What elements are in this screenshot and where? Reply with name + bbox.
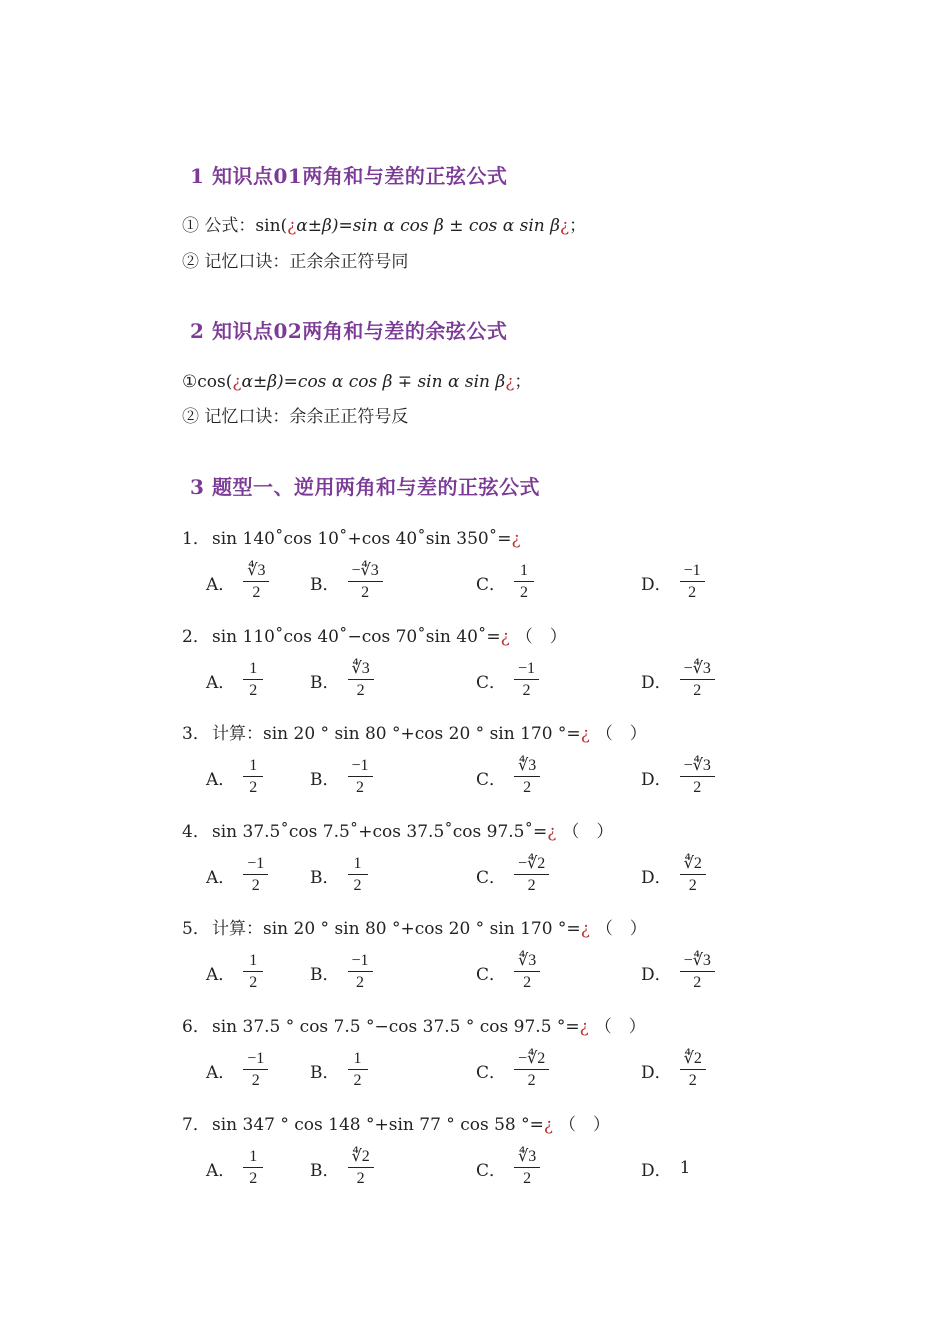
fraction-denominator: 2	[523, 974, 532, 991]
option-b[interactable]	[310, 1144, 374, 1192]
fraction-denominator: 2	[356, 1170, 365, 1187]
option-c[interactable]	[476, 1046, 549, 1094]
fraction	[348, 661, 374, 699]
fraction-numerator: ∜3	[514, 758, 540, 777]
option-label: C．	[476, 1062, 507, 1083]
fraction-numerator: 1	[348, 856, 368, 875]
fraction-numerator: 1	[243, 953, 263, 972]
fraction	[348, 953, 373, 991]
option-label: C．	[476, 1160, 507, 1181]
option-a[interactable]	[206, 948, 263, 996]
options-row	[0, 753, 950, 801]
formula-prefix: ①	[182, 372, 198, 392]
mnemonic-line	[182, 247, 408, 272]
option-label: A．	[206, 1062, 236, 1083]
option-label: D．	[641, 1062, 672, 1083]
option-a[interactable]	[206, 656, 263, 704]
option-label: C．	[476, 769, 507, 790]
fraction	[243, 563, 269, 601]
formula-body: α±β)=sin α cos β ± cos α sin β	[296, 216, 560, 236]
fraction	[348, 563, 383, 601]
fraction-numerator: −1	[243, 1051, 268, 1070]
section-number: 1	[190, 164, 205, 188]
question-text: sin 110˚cos 40˚−cos 70˚sin 40˚=	[212, 627, 501, 647]
option-d[interactable]	[641, 1144, 690, 1192]
fraction	[243, 953, 263, 991]
fraction	[680, 953, 715, 991]
question-marker: ¿	[547, 822, 557, 842]
fraction-numerator: ∜2	[348, 1149, 374, 1168]
fraction-numerator: ∜3	[514, 953, 540, 972]
fraction-numerator: 1	[514, 563, 534, 582]
fraction	[243, 856, 268, 894]
option-label: D．	[641, 964, 672, 985]
question-number: 5．	[182, 919, 210, 939]
question-stem	[182, 914, 647, 939]
answer-blank: （ ）	[562, 822, 614, 842]
fraction-numerator: −1	[680, 563, 705, 582]
fraction	[348, 1051, 368, 1089]
option-c[interactable]	[476, 558, 534, 606]
fraction	[243, 661, 263, 699]
options-row	[0, 948, 950, 996]
fraction	[348, 856, 368, 894]
option-label: A．	[206, 769, 236, 790]
question-text: sin 37.5˚cos 7.5˚+cos 37.5˚cos 97.5˚=	[212, 822, 548, 842]
question-number: 4．	[182, 822, 210, 842]
options-row	[0, 1144, 950, 1192]
fraction-numerator: −∜3	[680, 661, 715, 680]
option-a[interactable]	[206, 1046, 268, 1094]
option-d[interactable]	[641, 948, 715, 996]
option-label: C．	[476, 964, 507, 985]
fraction-numerator: ∜2	[680, 856, 706, 875]
fraction	[348, 1149, 374, 1187]
question-text: sin 37.5 ° cos 7.5 °−cos 37.5 ° cos 97.5 °=	[212, 1017, 580, 1037]
question-stem	[182, 1110, 610, 1135]
option-label: A．	[206, 867, 236, 888]
question-stem	[182, 719, 647, 744]
question-marker: ¿	[500, 627, 510, 647]
fraction-denominator: 2	[249, 779, 258, 796]
fraction-denominator: 2	[356, 682, 365, 699]
question-number: 3．	[182, 724, 210, 744]
option-c[interactable]	[476, 1144, 540, 1192]
fraction-denominator: 2	[527, 1072, 536, 1089]
question-marker: ¿	[580, 919, 590, 939]
formula-body: α±β)=cos α cos β ∓ sin α sin β	[241, 372, 506, 392]
question-marker: ¿	[543, 1115, 553, 1135]
fraction-numerator: −1	[243, 856, 268, 875]
fraction	[243, 1051, 268, 1089]
fraction-numerator: −1	[348, 953, 373, 972]
fraction-denominator: 2	[693, 682, 702, 699]
fraction-numerator: 1	[243, 758, 263, 777]
section-heading	[190, 315, 507, 344]
option-c[interactable]	[476, 948, 540, 996]
option-label: C．	[476, 867, 507, 888]
option-label: B．	[310, 672, 340, 693]
answer-blank: （ ）	[595, 919, 647, 939]
option-label: A．	[206, 964, 236, 985]
answer-blank: （ ）	[515, 627, 567, 647]
option-label: D．	[641, 769, 672, 790]
section-heading	[190, 471, 540, 500]
options-row	[0, 558, 950, 606]
option-c[interactable]	[476, 656, 539, 704]
fraction-denominator: 2	[520, 584, 529, 601]
option-d[interactable]	[641, 851, 706, 899]
option-b[interactable]	[310, 851, 368, 899]
fraction-denominator: 2	[527, 877, 536, 894]
formula-prefix: ① 公式：	[182, 216, 256, 236]
option-a[interactable]	[206, 753, 263, 801]
option-label: B．	[310, 1160, 340, 1181]
fraction-denominator: 2	[688, 584, 697, 601]
option-label: C．	[476, 574, 507, 595]
fraction	[514, 1149, 540, 1187]
fraction-denominator: 2	[361, 584, 370, 601]
fraction-denominator: 2	[251, 1072, 260, 1089]
option-label: D．	[641, 574, 672, 595]
formula-line	[182, 367, 531, 392]
question-stem	[182, 622, 567, 647]
fraction-numerator: −∜3	[680, 953, 715, 972]
option-label: C．	[476, 672, 507, 693]
answer-blank: （ ）	[559, 1115, 610, 1135]
section-title: 知识点02两角和与差的余弦公式	[212, 319, 508, 343]
option-label: D．	[641, 1160, 672, 1181]
fraction	[243, 758, 263, 796]
section-number: 2	[190, 319, 205, 343]
fraction-numerator: −∜2	[514, 1051, 549, 1070]
fraction-numerator: ∜3	[348, 661, 374, 680]
option-value: 1	[679, 1158, 691, 1178]
formula-line	[182, 211, 586, 236]
question-marker: ¿	[580, 724, 590, 744]
fraction-denominator: 2	[688, 877, 697, 894]
option-b[interactable]	[310, 558, 383, 606]
question-stem	[182, 524, 527, 549]
fraction-denominator: 2	[523, 1170, 532, 1187]
option-a[interactable]	[206, 558, 269, 606]
formula-marker: ¿	[559, 216, 570, 236]
fraction-denominator: 2	[693, 974, 702, 991]
option-label: B．	[310, 769, 340, 790]
formula-marker: ¿	[232, 372, 242, 392]
fraction-denominator: 2	[353, 1072, 362, 1089]
option-label: D．	[641, 867, 672, 888]
option-label: A．	[206, 574, 236, 595]
question-text: sin 347 ° cos 148 °+sin 77 ° cos 58 °=	[212, 1115, 544, 1135]
fraction-numerator: 1	[348, 1051, 368, 1070]
option-d[interactable]	[641, 753, 715, 801]
option-a[interactable]	[206, 851, 268, 899]
fraction	[514, 1051, 549, 1089]
mnemonic-text: ② 记忆口诀：余余正正符号反	[182, 407, 409, 427]
fraction-numerator: ∜3	[243, 563, 269, 582]
option-label: B．	[310, 1062, 340, 1083]
option-c[interactable]	[476, 753, 540, 801]
fraction	[680, 563, 705, 601]
fraction-denominator: 2	[522, 682, 531, 699]
option-b[interactable]	[310, 753, 373, 801]
fraction-denominator: 2	[693, 779, 702, 796]
section-title: 知识点01两角和与差的正弦公式	[212, 164, 508, 188]
fraction-denominator: 2	[251, 877, 260, 894]
fraction-denominator: 2	[523, 779, 532, 796]
question-marker: ¿	[511, 529, 521, 549]
option-d[interactable]	[641, 1046, 706, 1094]
fraction-denominator: 2	[252, 584, 261, 601]
answer-blank: （ ）	[594, 1017, 646, 1037]
fraction-numerator: ∜3	[514, 1149, 540, 1168]
question-number: 6．	[182, 1017, 210, 1037]
formula-func: sin(	[255, 216, 288, 236]
option-label: A．	[206, 1160, 236, 1181]
fraction-numerator: −∜3	[348, 563, 383, 582]
section-number: 3	[190, 475, 205, 499]
fraction	[514, 953, 540, 991]
fraction-denominator: 2	[249, 1170, 258, 1187]
fraction	[514, 563, 534, 601]
formula-end: ；	[514, 372, 532, 392]
options-row	[0, 1046, 950, 1094]
section-heading	[190, 160, 507, 189]
question-text: sin 140˚cos 10˚+cos 40˚sin 350˚=	[212, 529, 512, 549]
option-b[interactable]	[310, 948, 373, 996]
options-row	[0, 851, 950, 899]
option-a[interactable]	[206, 1144, 263, 1192]
option-label: A．	[206, 672, 236, 693]
fraction	[680, 1051, 706, 1089]
fraction	[514, 758, 540, 796]
formula-marker: ¿	[505, 372, 515, 392]
options-row	[0, 656, 950, 704]
fraction-denominator: 2	[688, 1072, 697, 1089]
option-label: B．	[310, 574, 340, 595]
option-label: B．	[310, 867, 340, 888]
fraction	[243, 1149, 263, 1187]
option-b[interactable]	[310, 1046, 368, 1094]
fraction-numerator: −1	[348, 758, 373, 777]
fraction-denominator: 2	[356, 974, 365, 991]
fraction	[680, 856, 706, 894]
section-title: 题型一、逆用两角和与差的正弦公式	[212, 475, 540, 499]
fraction-denominator: 2	[356, 779, 365, 796]
option-d[interactable]	[641, 558, 705, 606]
question-number: 2．	[182, 627, 210, 647]
question-number: 1．	[182, 529, 210, 549]
fraction-numerator: −1	[514, 661, 539, 680]
question-text: 计算：sin 20 ° sin 80 °+cos 20 ° sin 170 °=	[212, 724, 581, 744]
mnemonic-text: ② 记忆口诀：正余余正符号同	[182, 252, 409, 272]
fraction	[514, 661, 539, 699]
option-b[interactable]	[310, 656, 374, 704]
fraction-denominator: 2	[249, 682, 258, 699]
fraction	[348, 758, 373, 796]
fraction-numerator: ∜2	[680, 1051, 706, 1070]
formula-marker: ¿	[287, 216, 297, 236]
option-d[interactable]	[641, 656, 715, 704]
answer-blank: （ ）	[595, 724, 647, 744]
formula-func: cos(	[197, 372, 233, 392]
fraction	[514, 856, 549, 894]
option-label: B．	[310, 964, 340, 985]
fraction	[680, 758, 715, 796]
fraction	[680, 661, 715, 699]
question-stem	[182, 1012, 646, 1037]
question-marker: ¿	[579, 1017, 589, 1037]
fraction-denominator: 2	[249, 974, 258, 991]
formula-end: ；	[569, 216, 587, 236]
question-text: 计算：sin 20 ° sin 80 °+cos 20 ° sin 170 °=	[212, 919, 581, 939]
question-stem	[182, 817, 613, 842]
fraction-numerator: 1	[243, 1149, 263, 1168]
fraction-numerator: −∜3	[680, 758, 715, 777]
fraction-denominator: 2	[353, 877, 362, 894]
mnemonic-line	[182, 402, 408, 427]
fraction-numerator: −∜2	[514, 856, 549, 875]
fraction-numerator: 1	[243, 661, 263, 680]
question-number: 7．	[182, 1115, 210, 1135]
option-label: D．	[641, 672, 672, 693]
option-c[interactable]	[476, 851, 549, 899]
